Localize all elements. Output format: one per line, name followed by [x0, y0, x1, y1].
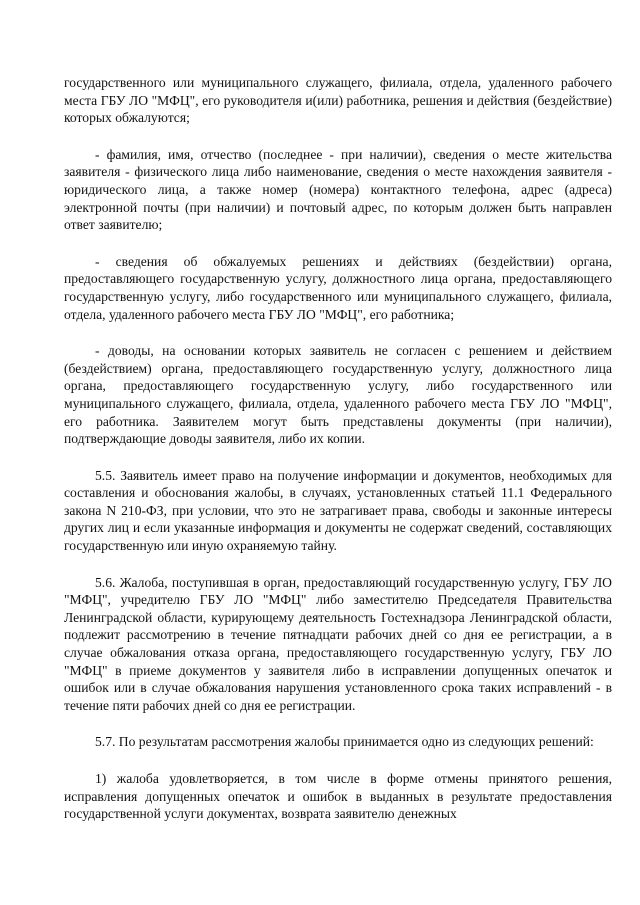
paragraph-complaint-subject-continuation: государственного или муниципального служащего, филиала, отдела, удаленного рабочего места ГБУ ЛО "МФЦ", его руководителя и(или) работника, решения и действия (бездействие) которых обжалуются;: [64, 75, 612, 126]
document-page: [64, 74, 612, 823]
paragraph-applicant-details: - фамилия, имя, отчество (последнее - при наличии), сведения о месте жительства заявителя - физического лица либо наименование, сведения о месте нахождения заявителя - юридического лица, а также номер (номера) контактного телефона, адрес (адреса) электронной почты (при наличии) и почтовый адрес, по которым должен быть направлен ответ заявителю;: [64, 146, 612, 233]
paragraph-section-5-6: 5.6. Жалоба, поступившая в орган, предоставляющий государственную услугу, ГБУ ЛО "МФЦ", учредителю ГБУ ЛО "МФЦ" либо заместителю Председателя Правительства Ленинградской области, курирующему деятельность Гостехнадзора Ленинградской области, подлежит рассмотрению в течение пятнадцати рабочих дней со дня ее регистрации, а в случае обжалования отказа органа, предоставляющего государственную услугу, ГБУ ЛО "МФЦ" в приеме документов у заявителя либо в исправлении допущенных опечаток и ошибок или в случае обжалования нарушения установленного срока таких исправлений - в течение пяти рабочих дней со дня ее регистрации.: [64, 574, 612, 713]
paragraph-appealed-decisions: - сведения об обжалуемых решениях и действиях (бездействии) органа, предоставляющего государственную услугу, должностного лица органа, предоставляющего государственную услугу, либо государственного или муниципального служащего, филиала, отдела, удаленного рабочего места ГБУ ЛО "МФЦ", его работника;: [64, 253, 612, 322]
paragraph-decision-item-1: 1) жалоба удовлетворяется, в том числе в форме отмены принятого решения, исправления допущенных опечаток и ошибок в выданных в результате предоставления государственной услуги документах, возврата заявителю денежных: [64, 771, 612, 822]
paragraph-section-5-7: 5.7. По результатам рассмотрения жалобы принимается одно из следующих решений:: [95, 734, 594, 750]
paragraph-section-5-5: 5.5. Заявитель имеет право на получение информации и документов, необходимых для составления и обоснования жалобы, в случаях, установленных статьей 11.1 Федерального закона N 210-ФЗ, при условии, что это не затрагивает права, свободы и законные интересы других лиц и если указанные информация и документы не содержат сведений, составляющих государственную или иную охраняемую тайну.: [64, 467, 612, 554]
paragraph-arguments: - доводы, на основании которых заявитель не согласен с решением и действием (бездействием) органа, предоставляющего государственную услугу, должностного лица органа, предоставляющего государственную услугу, либо государственного или муниципального служащего, филиала, отдела, удаленного рабочего места ГБУ ЛО "МФЦ", его работника. Заявителем могут быть представлены документы (при наличии), подтверждающие доводы заявителя, либо их копии.: [64, 343, 612, 447]
